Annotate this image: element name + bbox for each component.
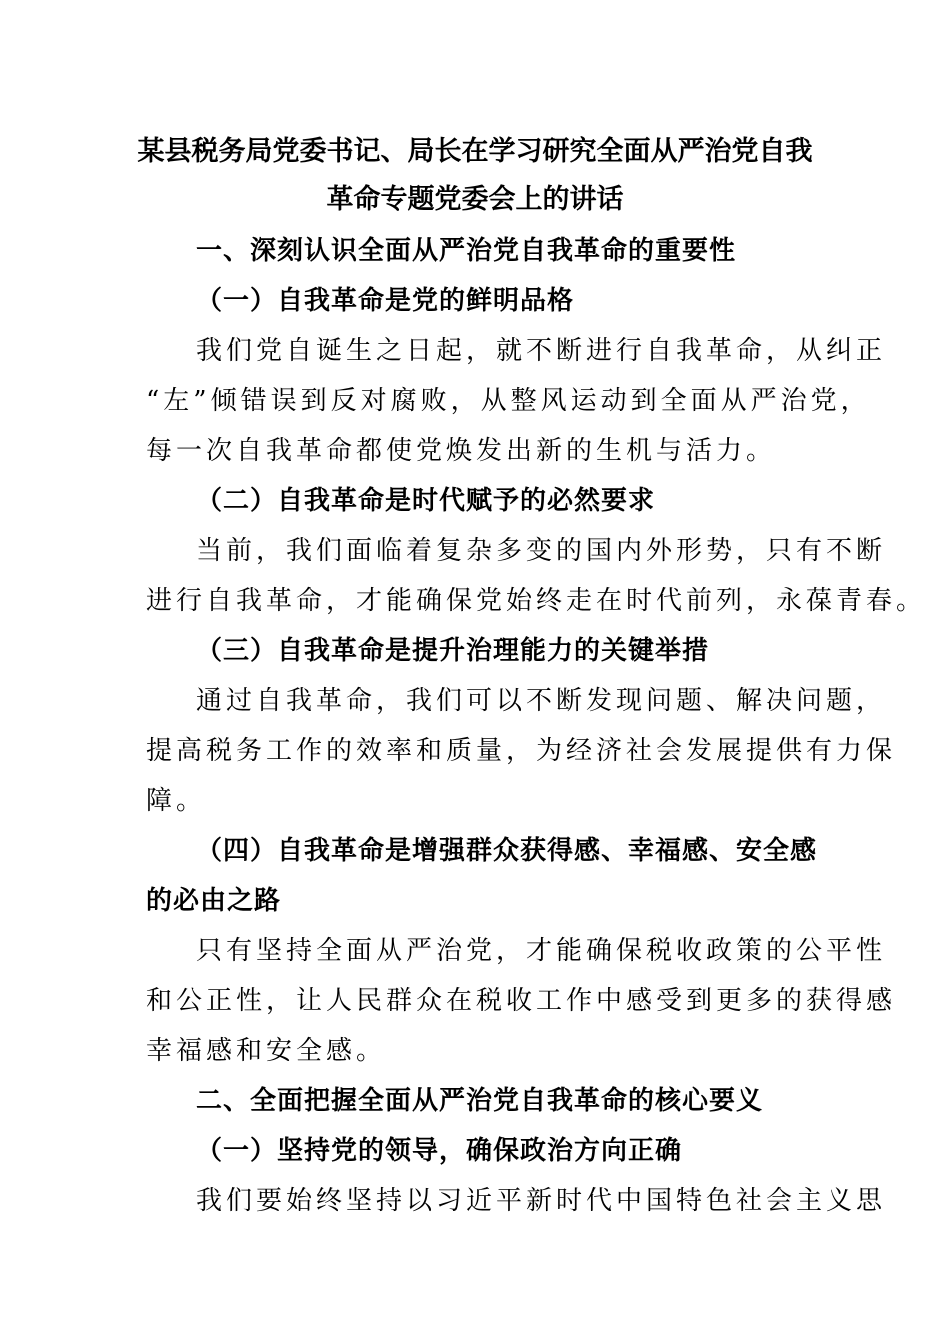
paragraph-line: 通过自我革命，我们可以不断发现问题、解决问题， — [196, 686, 887, 716]
section-1-sub-4-heading-line-2: 的必由之路 — [146, 886, 282, 916]
document-title-line-2: 革命专题党委会上的讲话 — [326, 184, 624, 215]
paragraph-line: 障。 — [146, 786, 207, 816]
paragraph-line: 和公正性，让人民群众在税收工作中感受到更多的获得感 — [146, 986, 897, 1016]
paragraph-line: 当前，我们面临着复杂多变的国内外形势，只有不断 — [196, 536, 887, 566]
section-1-sub-2-heading: （二）自我革命是时代赋予的必然要求 — [196, 486, 656, 516]
paragraph-line: 提高税务工作的效率和质量，为经济社会发展提供有力保 — [146, 736, 897, 766]
paragraph-line: 我们党自诞生之日起，就不断进行自我革命，从纠正 — [196, 336, 887, 366]
paragraph-line: 我们要始终坚持以习近平新时代中国特色社会主义思 — [196, 1186, 887, 1216]
paragraph-line: 幸福感和安全感。 — [146, 1036, 387, 1066]
paragraph-line: 每一次自我革命都使党焕发出新的生机与活力。 — [146, 436, 777, 466]
section-1-heading: 一、深刻认识全面从严治党自我革命的重要性 — [196, 236, 737, 266]
section-2-heading: 二、全面把握全面从严治党自我革命的核心要义 — [196, 1086, 764, 1116]
section-2-sub-1-heading: （一）坚持党的领导，确保政治方向正确 — [196, 1136, 683, 1166]
section-1-sub-4-heading-line-1: （四）自我革命是增强群众获得感、幸福感、安全感 — [196, 836, 818, 866]
document-title-line-1: 某县税务局党委书记、局长在学习研究全面从严治党自我 — [137, 136, 813, 167]
paragraph-line: 只有坚持全面从严治党，才能确保税收政策的公平性 — [196, 936, 887, 966]
paragraph-line: “左”倾错误到反对腐败，从整风运动到全面从严治党， — [146, 386, 871, 416]
section-1-sub-1-heading: （一）自我革命是党的鲜明品格 — [196, 286, 575, 316]
section-1-sub-3-heading: （三）自我革命是提升治理能力的关键举措 — [196, 636, 710, 666]
paragraph-line: 进行自我革命，才能确保党始终走在时代前列，永葆青春。 — [146, 586, 927, 616]
